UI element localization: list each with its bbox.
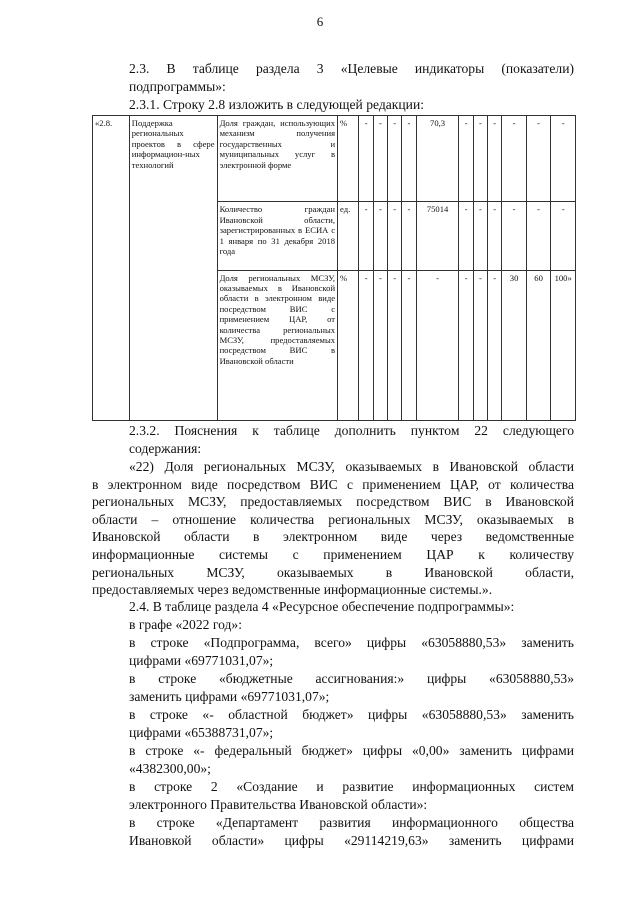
unit: ед. <box>338 202 359 270</box>
value-cell: - <box>359 270 373 421</box>
value-cell: - <box>473 116 487 202</box>
paragraph-2-4: 2.4. В таблице раздела 4 «Ресурсное обеспечение подпрограммы»: <box>129 599 515 614</box>
paragraph-budget: в строке «бюджетные ассигнования:» цифры «63058880,53» заменить цифрами «69771031,07»; <box>129 671 574 704</box>
paragraph-2-3: 2.3. В таблице раздела 3 «Целевые индикаторы (показатели) подпрограммы»: <box>129 61 574 94</box>
value-cell: - <box>402 116 416 202</box>
table-row <box>93 116 576 202</box>
value-cell: 100» <box>551 270 576 421</box>
paragraph-row2: в строке 2 «Создание и развитие информационных систем электронного Правительства Ивановской области»: <box>129 779 574 812</box>
page-number: 6 <box>316 14 324 29</box>
value-cell: - <box>502 202 527 270</box>
indicator-name: Доля региональных МСЗУ, оказываемых в Ивановской области в электронном виде посредством ВИС с применением ЦАР, от количества региональных МСЗУ, предоставляемых посредством ВИС в Ивановской области <box>217 270 337 421</box>
paragraph-22: «22) Доля региональных МСЗУ, оказываемых в Ивановской области в электронном виде посредством ВИС с применением ЦАР, от количества региональных МСЗУ, предоставляемых посредством ВИС в Ивановской области – отношение количества региональных МСЗУ, оказываемых в Ивановской области в электронном виде через ведомственные информационные системы с применением ЦАР к количеству региональных МСЗУ, оказываемых в Ивановской области, предоставляемых через ведомственные информационные системы.». <box>92 459 574 598</box>
unit: % <box>338 116 359 202</box>
value-cell: - <box>388 116 402 202</box>
value-cell: - <box>502 116 527 202</box>
paragraph-total: в строке «Подпрограмма, всего» цифры «63058880,53» заменить цифрами «69771031,07»; <box>129 635 574 668</box>
indicator-name: Доля граждан, использующих механизм получения государственных и муниципальных услуг в электронной форме <box>217 116 337 202</box>
value-cell: - <box>388 202 402 270</box>
value-cell: 75014 <box>416 202 459 270</box>
value-cell: - <box>551 202 576 270</box>
value-cell: - <box>551 116 576 202</box>
value-cell: - <box>359 202 373 270</box>
unit: % <box>338 270 359 421</box>
value-cell: - <box>488 202 502 270</box>
paragraph-regional: в строке «- областной бюджет» цифры «63058880,53» заменить цифрами «65388731,07»; <box>129 707 574 740</box>
value-cell: - <box>473 202 487 270</box>
value-cell: 70,3 <box>416 116 459 202</box>
indicator-table <box>92 115 576 421</box>
value-cell: - <box>459 270 473 421</box>
value-cell: - <box>488 116 502 202</box>
indicator-name: Количество граждан Ивановской области, зарегистрированных в ЕСИА с 1 января по 31 декабря 2018 года <box>217 202 337 270</box>
value-cell: - <box>359 116 373 202</box>
value-cell: - <box>373 270 387 421</box>
value-cell: - <box>526 116 551 202</box>
value-cell: - <box>373 202 387 270</box>
value-cell: - <box>459 116 473 202</box>
value-cell: - <box>526 202 551 270</box>
value-cell: 30 <box>502 270 527 421</box>
value-cell: - <box>488 270 502 421</box>
value-cell: - <box>416 270 459 421</box>
paragraph-department: в строке «Департамент развития информационного общества Ивановкой области» цифры «29114219,63» заменить цифрами <box>129 815 574 848</box>
value-cell: - <box>473 270 487 421</box>
value-cell: - <box>402 202 416 270</box>
value-cell: - <box>459 202 473 270</box>
paragraph-2-3-1: 2.3.1. Строку 2.8 изложить в следующей редакции: <box>129 97 424 112</box>
value-cell: 60 <box>526 270 551 421</box>
value-cell: - <box>402 270 416 421</box>
paragraph-2022: в графе «2022 год»: <box>129 617 242 632</box>
paragraph-2-3-2: 2.3.2. Пояснения к таблице дополнить пунктом 22 следующего содержания: <box>129 423 574 456</box>
event-name: Поддержка региональных проектов в сфере информацион-ных технологий <box>129 116 217 421</box>
row-number: «2.8. <box>93 116 130 421</box>
paragraph-federal: в строке «- федеральный бюджет» цифры «0,00» заменить цифрами «4382300,00»; <box>129 743 574 776</box>
value-cell: - <box>373 116 387 202</box>
value-cell: - <box>388 270 402 421</box>
